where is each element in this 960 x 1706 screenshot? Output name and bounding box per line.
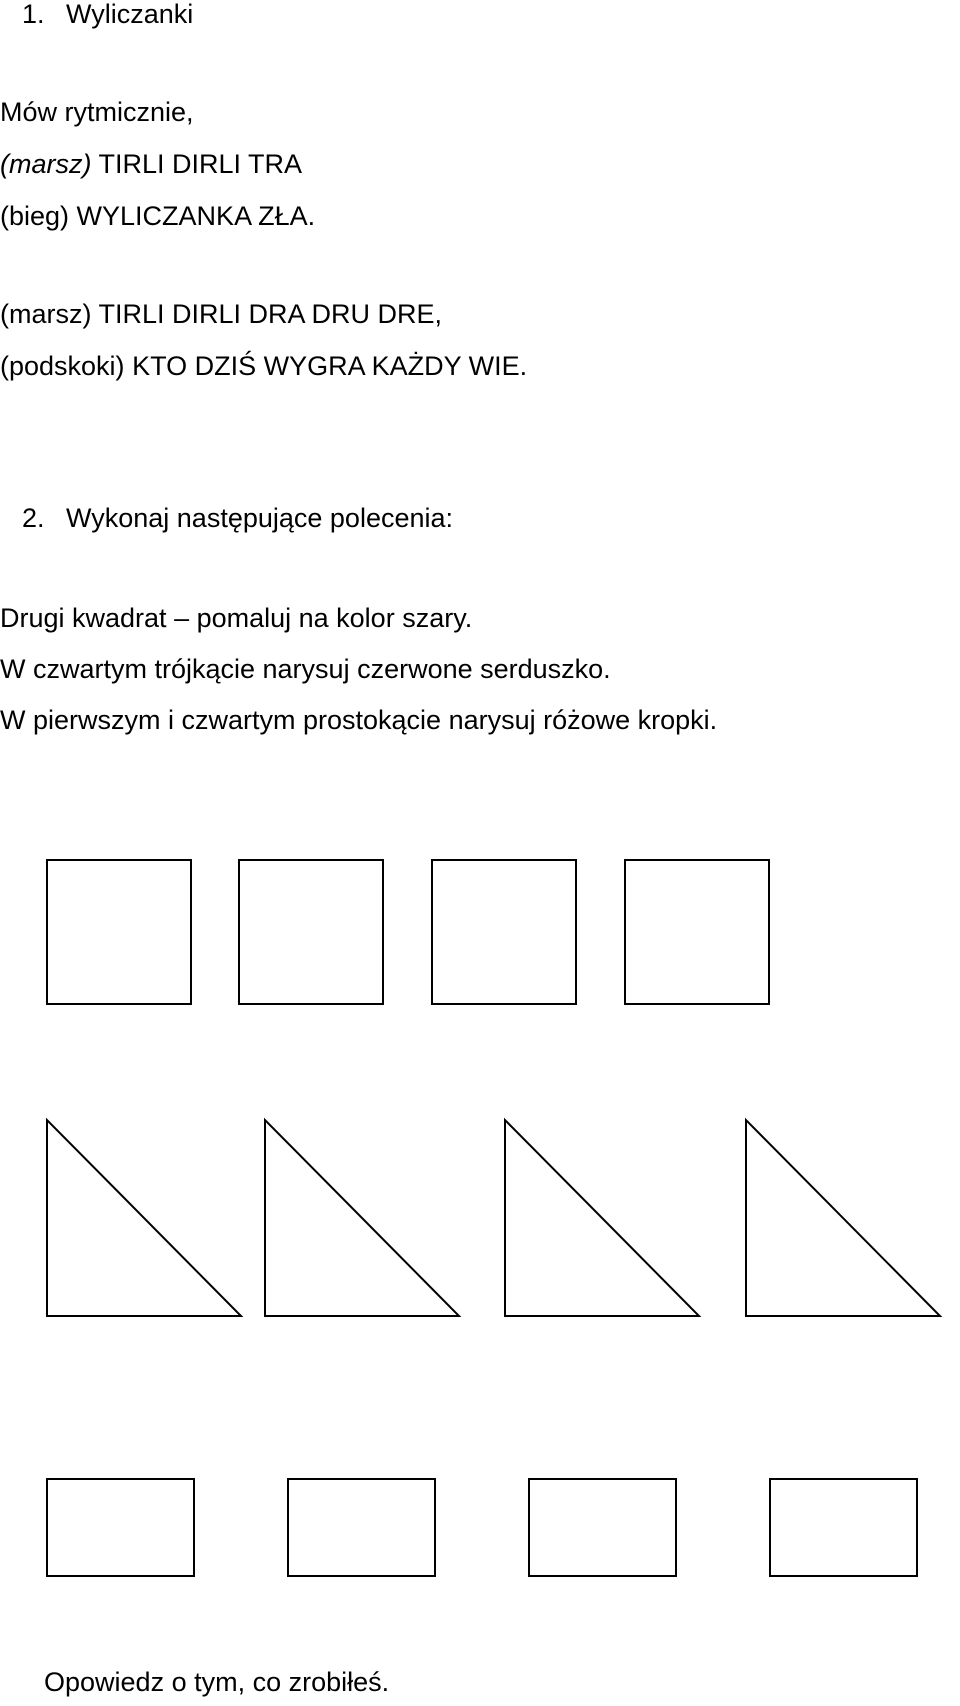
instruction-1: Drugi kwadrat – pomaluj na kolor szary. — [0, 603, 473, 633]
section2-number: 2. — [22, 503, 45, 533]
triangle-3 — [504, 1119, 700, 1317]
verse-action: (bieg) — [0, 201, 70, 231]
square-2 — [238, 859, 384, 1005]
verse-text: WYLICZANKA ZŁA. — [76, 201, 316, 231]
verse-text: KTO DZIŚ WYGRA KAŻDY WIE. — [132, 351, 528, 381]
section1-heading — [22, 0, 193, 30]
rectangle-4 — [769, 1478, 918, 1577]
verse-action: (podskoki) — [0, 351, 125, 381]
section2-heading — [22, 502, 453, 534]
triangle-2 — [264, 1119, 460, 1317]
rectangle-2 — [287, 1478, 436, 1577]
verse-text: TIRLI DIRLI TRA — [98, 149, 303, 179]
instruction-2: W czwartym trójkącie narysuj czerwone serduszko. — [0, 654, 611, 684]
verse-action: (marsz) — [0, 299, 92, 329]
instruction-3: W pierwszym i czwartym prostokącie narysuj różowe kropki. — [0, 705, 718, 735]
square-4 — [624, 859, 770, 1005]
section1-title: Wyliczanki — [66, 0, 194, 29]
section1-intro: Mów rytmicznie, — [0, 97, 194, 127]
verse-line-4 — [0, 350, 527, 382]
section1-number: 1. — [22, 0, 45, 29]
section2-title: Wykonaj następujące polecenia: — [66, 503, 454, 533]
square-3 — [431, 859, 577, 1005]
triangle-1 — [46, 1119, 242, 1317]
verse-line-1 — [0, 148, 302, 180]
square-1 — [46, 859, 192, 1005]
closing-instruction: Opowiedz o tym, co zrobiłeś. — [44, 1667, 390, 1697]
verse-action: (marsz) — [0, 149, 92, 179]
triangle-4 — [745, 1119, 941, 1317]
rectangle-3 — [528, 1478, 677, 1577]
verse-line-2 — [0, 200, 315, 232]
verse-line-3 — [0, 298, 442, 330]
rectangle-1 — [46, 1478, 195, 1577]
verse-text: TIRLI DIRLI DRA DRU DRE, — [98, 299, 443, 329]
